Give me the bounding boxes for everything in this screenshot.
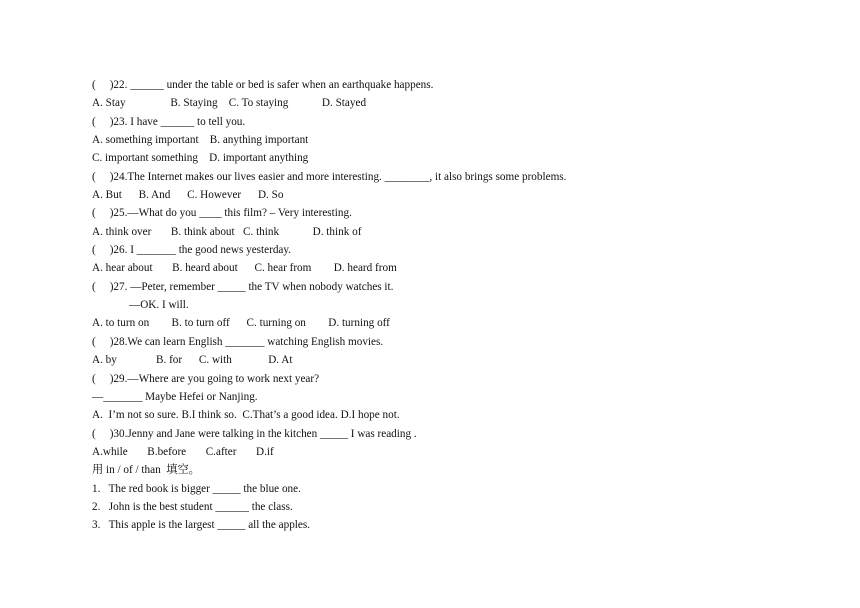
options-26: A. hear about B. heard about C. hear from D. heard from — [92, 262, 397, 275]
question-28: ( )28.We can learn English _______ watching English movies. — [92, 335, 384, 348]
question-26: ( )26. I _______ the good news yesterday. — [92, 244, 292, 257]
question-22: ( )22. ______ under the table or bed is safer when an earthquake happens. — [92, 79, 434, 91]
question-27-reply: —OK. I will. — [129, 299, 189, 312]
fill-in-instruction: 用 in / of / than 填空。 — [92, 464, 200, 477]
fill-in-item-1: 1. The red book is bigger _____ the blue one. — [92, 482, 301, 495]
options-30: A.while B.before C.after D.if — [92, 445, 274, 458]
options-29: A. I’m not so sure. B.I think so. C.That’s a good idea. D.I hope not. — [92, 409, 400, 422]
question-23: ( )23. I have ______ to tell you. — [92, 115, 246, 128]
options-28: A. by B. for C. with D. At — [92, 354, 293, 367]
worksheet — [92, 76, 832, 535]
options-25: A. think over B. think about C. think D. think of — [92, 225, 362, 238]
fill-in-item-3: 3. This apple is the largest _____ all the apples. — [92, 519, 311, 532]
fill-in-item-2: 2. John is the best student ______ the class. — [92, 500, 293, 513]
options-27: A. to turn on B. to turn off C. turning on D. turning off — [92, 317, 390, 330]
options-22: A. Stay B. Staying C. To staying D. Stayed — [92, 97, 367, 110]
options-24: A. But B. And C. However D. So — [92, 189, 284, 202]
question-30: ( )30.Jenny and Jane were talking in the kitchen _____ I was reading . — [92, 427, 417, 440]
question-25: ( )25.—What do you ____ this film? – Very interesting. — [92, 207, 352, 220]
question-27: ( )27. —Peter, remember _____ the TV when nobody watches it. — [92, 280, 394, 293]
question-29-reply: —_______ Maybe Hefei or Nanjing. — [92, 390, 258, 403]
question-24: ( )24.The Internet makes our lives easier and more interesting. ________, it also brings some problems. — [92, 170, 567, 183]
question-29: ( )29.—Where are you going to work next year? — [92, 372, 320, 385]
options-23-c-d: C. important something D. important anything — [92, 152, 309, 165]
options-23-a-b: A. something important B. anything important — [92, 134, 309, 147]
